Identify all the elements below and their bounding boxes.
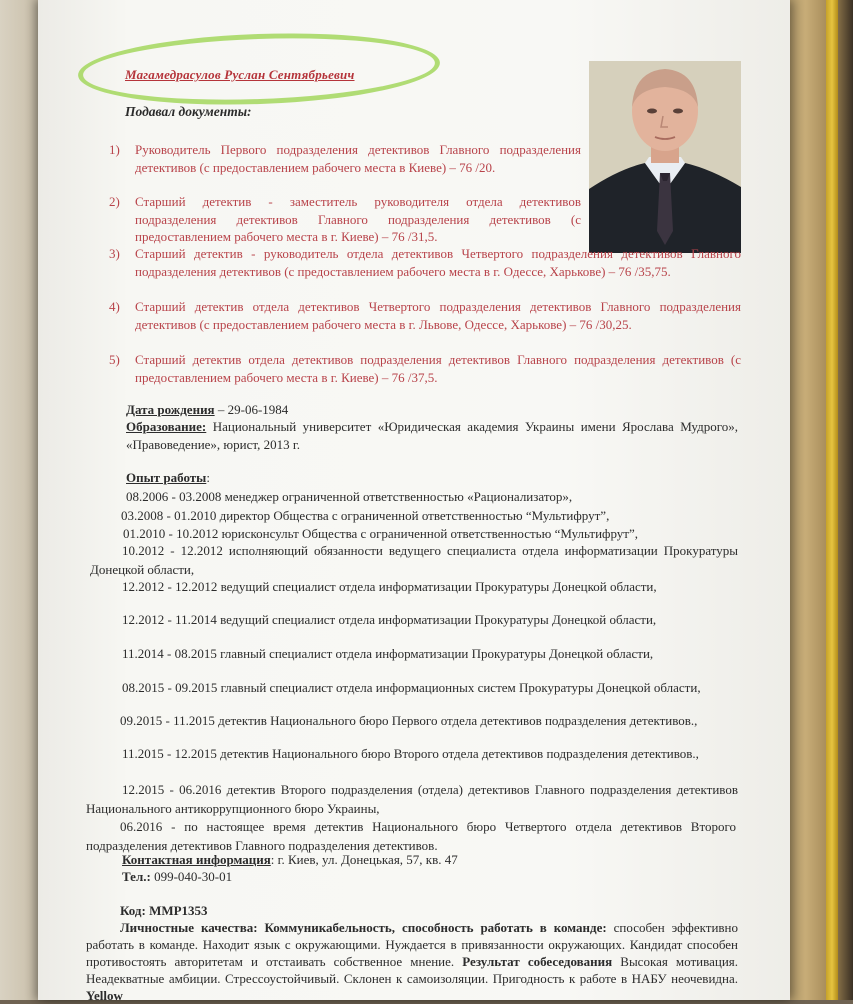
interview-text: Высокая мотивация. Неадекватные амбиции. Стрессоустойчивый. Склонен к самоизоляции. Пригодность к работе в НАБУ неочевидна. <box>86 954 739 986</box>
experience-item: 08.2006 - 03.2008 менеджер ограниченной ответственностью «Рационализатор», <box>126 489 573 504</box>
contact-label: Контактная информация <box>122 852 271 867</box>
experience-colon: : <box>206 470 210 485</box>
birth-date <box>126 402 288 418</box>
position-item-4 <box>109 298 741 333</box>
experience-label: Опыт работы <box>126 470 207 485</box>
candidate-photo <box>589 61 741 253</box>
phone-info <box>122 869 232 885</box>
experience-item: 11.2014 - 08.2015 главный специалист отдела информатизации Прокуратуры Донецкой области, <box>122 646 654 661</box>
candidate-code <box>120 903 208 919</box>
experience-item: 11.2015 - 12.2015 детектив Национального бюро Второго отдела детективов подразделения детективов., <box>122 746 699 761</box>
personal-qualities <box>86 919 738 1004</box>
phone-value: 099-040-30-01 <box>150 869 233 884</box>
position-number: 1) <box>109 142 120 157</box>
education <box>126 418 738 454</box>
phone-label: Тел.: <box>122 869 151 884</box>
position-item-2 <box>109 193 581 246</box>
contact-value: : г. Киев, ул. Донецькая, 57, кв. 47 <box>270 852 458 867</box>
experience-item: 08.2015 - 09.2015 главный специалист отдела информационных систем Прокуратуры Донецкой области, <box>122 680 701 695</box>
code-value: ММР1353 <box>145 903 208 918</box>
position-text: Старший детектив отдела детективов Четвертого подразделения детективов Главного подразделения детективов (с предоставлением рабочего места в г. Львове, Одессе, Харькове) – 76 /30,25. <box>135 299 741 332</box>
position-number: 4) <box>109 299 120 314</box>
position-text: Старший детектив отдела детективов подразделения детективов Главного подразделения детективов (с предоставлением рабочего места в г. Киеве) – 76 /37,5. <box>135 352 741 385</box>
experience-item: 01.2010 - 10.2012 юрисконсульт Общества с ограниченной ответственностью “Мультифрут”, <box>123 526 639 541</box>
interview-verdict: Yellow <box>86 988 123 1003</box>
position-number: 3) <box>109 246 120 261</box>
birth-label: Дата рождения <box>126 402 215 417</box>
position-number: 2) <box>109 194 120 209</box>
position-item-5 <box>109 351 741 386</box>
submitted-heading: Подавал документы: <box>125 104 252 119</box>
contact-info <box>122 852 458 868</box>
experience-item: 12.2015 - 06.2016 детектив Второго подразделения (отдела) детективов Главного подразделения детективов Национального антикоррупционного бюро Украины, <box>86 782 738 816</box>
birth-value: – 29-06-1984 <box>214 402 289 417</box>
position-number: 5) <box>109 352 120 367</box>
position-text: Старший детектив - руководитель отдела детективов Четвертого подразделения детективов Главного подразделения детективов (с предоставлением рабочего места в г. Одессе, Харькове) – 76 /35,75. <box>135 246 741 279</box>
experience-item: 06.2016 - по настоящее время детектив Национального бюро Четвертого отдела детективов Второго подразделения детективов Главного подразделения детективов. <box>86 819 736 853</box>
position-text: Старший детектив - заместитель руководителя отдела детективов подразделения детективов Главного подразделения детективов (с предоставлением рабочего места в г. Киеве) – 76 /31,5. <box>135 194 581 244</box>
position-text: Руководитель Первого подразделения детективов Главного подразделения детективов (с предоставлением рабочего места в Киеве) – 76 /20. <box>135 142 581 175</box>
interview-label: Результат собеседования <box>462 954 613 969</box>
experience-item: 09.2015 - 11.2015 детектив Национального бюро Первого отдела детективов подразделения детективов., <box>120 713 698 728</box>
qualities-label: Личностные качества: <box>120 920 258 935</box>
experience-heading <box>126 470 210 486</box>
position-item-1 <box>109 141 581 176</box>
position-item-3 <box>109 245 741 280</box>
candidate-name: Магамедрасулов Руслан Сентябрьевич <box>125 67 355 82</box>
education-text: Национальный университет «Юридическая академия Украины имени Ярослава Мудрого», «Правоведение», юрист, 2013 г. <box>126 419 738 452</box>
qualities-text: способен эффективно работать в команде. Находит язык с окружающими. Нуждается в привязанности окружающих. Кандидат способен противостоять авторитетам и отстаивать собственное мнение. <box>86 920 739 969</box>
qualities-bold-text: Коммуникабельность, способность работать в команде: <box>257 920 607 935</box>
experience-item: 12.2012 - 12.2012 ведущий специалист отдела информатизации Прокуратуры Донецкой области, <box>122 579 657 594</box>
portrait-photo-icon <box>589 61 741 253</box>
experience-item: 12.2012 - 11.2014 ведущий специалист отдела информатизации Прокуратуры Донецкой области, <box>122 612 657 627</box>
education-label: Образование: <box>126 419 207 434</box>
experience-item: 03.2008 - 01.2010 директор Общества с ограниченной ответственностью “Мультифрут”, <box>121 508 610 523</box>
experience-item: 10.2012 - 12.2012 исполняющий обязанности ведущего специалиста отдела информатизации Прокуратуры Донецкой области, <box>90 543 738 577</box>
code-label: Код: <box>120 903 146 918</box>
